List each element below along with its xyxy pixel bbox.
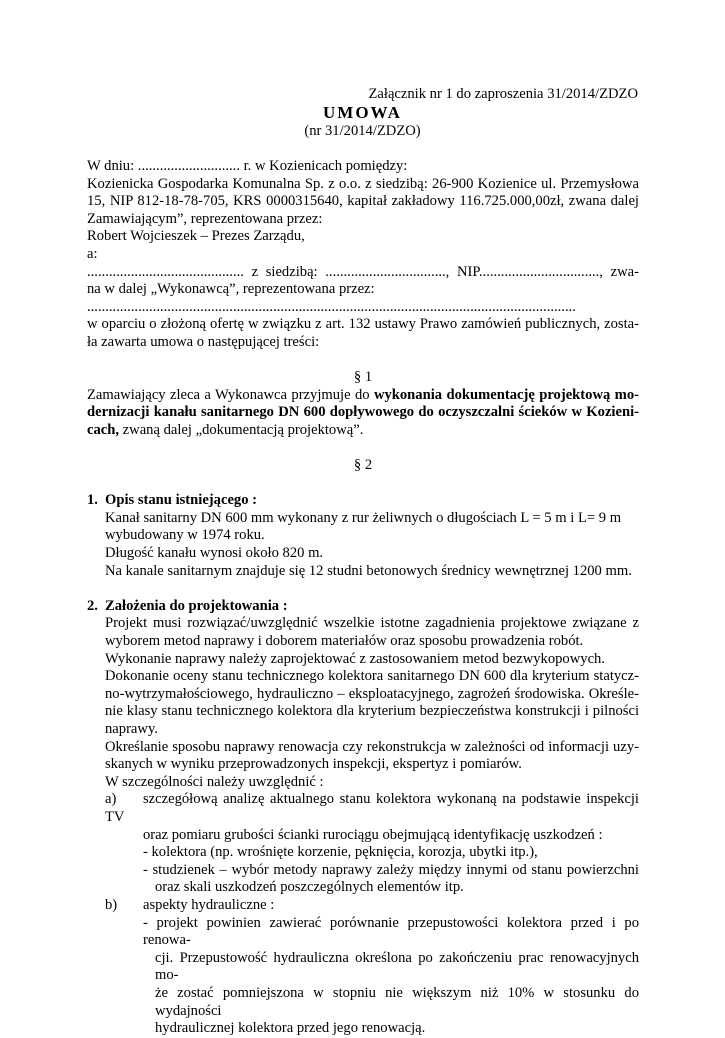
sub-item-a-label: a): [105, 791, 117, 808]
item-2-line: skanych w wyniku przeprowadzonych inspekcji, ekspertyz i pomiarów.: [105, 756, 522, 773]
item-1-number: 1.: [87, 492, 98, 509]
intro-line: Robert Wojcieszek – Prezes Zarządu,: [87, 228, 305, 245]
sub-item-b-line: - projekt powinien zawierać porównanie przepustowości kolektora przed i po renowa-: [143, 914, 639, 949]
sub-item-a-text: szczegółową analizę aktualnego stanu kolektora wykonaną na podstawie inspekcji TV: [105, 791, 639, 825]
item-2-title-text: Założenia do projektowania :: [105, 597, 288, 614]
section-1-bold-text: wykonania dokumentację projektową mo-: [373, 386, 639, 403]
intro-line: a:: [87, 245, 98, 262]
item-1-line: Długość kanału wynosi około 820 m.: [105, 545, 324, 562]
item-1-line: Na kanale sanitarnym znajduje się 12 studni betonowych średnicy wewnętrznej 1200 mm.: [105, 562, 632, 579]
item-2-number: 2.: [87, 597, 98, 614]
item-2-line: W szczególności należy uwzględnić :: [105, 773, 324, 790]
sub-item-a-line: oraz skali uszkodzeń poszczególnych elementów itp.: [155, 879, 464, 896]
item-1-title: [87, 492, 639, 510]
sub-item-b-line: hydraulicznej kolektora przed jego renowacją.: [155, 1020, 426, 1037]
sub-item-a-line: oraz pomiaru grubości ścianki rurociągu obejmującą identyfikację uszkodzeń :: [143, 826, 603, 843]
section-1-line: [87, 404, 639, 422]
item-1-line: wybudowany w 1974 roku.: [105, 527, 265, 544]
intro-line: ........................................... z siedzibą: ................................., NIP................................., zwa-: [87, 263, 639, 280]
item-2-line: Określanie sposobu naprawy renowacja czy rekonstrukcja w zależności od informacji uzy-: [105, 738, 639, 755]
sub-item-a-line: - studzienek – wybór metody naprawy zależy między innymi od stanu powierzchni: [143, 861, 639, 878]
item-2-line: Dokonanie oceny stanu technicznego kolektora sanitarnego DN 600 dla kryterium statycz-: [105, 668, 639, 685]
sub-item-b: [87, 897, 639, 915]
section-1-bold-text: dernizacji kanału sanitarnego DN 600 dopływowego do oczyszczalni ścieków w Kozieni-: [87, 404, 639, 421]
section-2-heading: § 2: [353, 457, 373, 474]
sub-item-b-label: b): [105, 896, 118, 913]
intro-line: Kozienicka Gospodarka Komunalna Sp. z o.o. z siedzibą: 26-900 Kozienice ul. Przemysłowa: [87, 175, 639, 192]
item-2-line: naprawy.: [105, 721, 158, 737]
item-2-line: nie klasy stanu technicznego kolektora dla kryterium bezpieczeństwa konstrukcji i pilności: [105, 703, 639, 720]
section-1-heading: § 1: [353, 369, 373, 386]
intro-line: w oparciu o złożoną ofertę w związku z art. 132 ustawy Prawo zamówień publicznych, zosta-: [87, 316, 639, 333]
intro-line: W dniu: ............................ r. w Kozienicach pomiędzy:: [87, 158, 408, 174]
sub-item-a: [87, 791, 639, 826]
item-1-title-text: Opis stanu istniejącego :: [105, 492, 258, 509]
intro-line: ......................................................................................................................................: [87, 298, 576, 315]
item-2-line: no-wytrzymałościowego, hydrauliczno – eksploatacyjnego, zagrożeń środowiska. Określe-: [105, 685, 639, 702]
sub-item-b-line: cji. Przepustowość hydrauliczna określona po zakończeniu prac renowacyjnych mo-: [155, 949, 639, 984]
item-2-line: wyborem metod naprawy i doborem materiałów oraz sposobu prowadzenia robót.: [105, 633, 584, 650]
section-1-line: [87, 422, 639, 440]
item-1-line: Kanał sanitarny DN 600 mm wykonany z rur żeliwnych o długościach L = 5 m i L= 9 m: [105, 509, 622, 526]
annex-note: Załącznik nr 1 do zaproszenia 31/2014/ZDZO: [368, 86, 638, 102]
item-2-title: [87, 598, 639, 616]
item-2-line: Projekt musi rozwiązać/uwzględnić wszelkie istotne zagadnienia projektowe związane z: [105, 615, 639, 632]
document-subtitle: (nr 31/2014/ZDZO): [304, 123, 421, 139]
section-1-text: Zamawiający zleca a Wykonawca przyjmuje do: [87, 386, 374, 403]
section-1-line: [87, 387, 639, 405]
section-1-bold-text: cach,: [87, 421, 120, 438]
document-body: [87, 158, 639, 1038]
intro-line: ła zawarta umowa o następującej treści:: [87, 333, 320, 350]
sub-item-a-line: - kolektora (np. wrośnięte korzenie, pęknięcia, korozja, ubytki itp.),: [143, 844, 538, 861]
section-1-text: zwaną dalej „dokumentacją projektową”.: [119, 421, 364, 438]
document-title: UMOWA: [323, 103, 402, 122]
intro-line: Zamawiającym”, reprezentowana przez:: [87, 210, 323, 227]
intro-line: 15, NIP 812-18-78-705, KRS 0000315640, kapitał zakładowy 116.725.000,00zł, zwana dalej: [87, 193, 639, 210]
sub-item-b-line: że zostać pomniejszona w stopniu nie większym niż 10% w stosunku do wydajności: [155, 984, 639, 1019]
sub-item-b-text: aspekty hydrauliczne :: [143, 896, 275, 913]
item-2-line: Wykonanie naprawy należy zaprojektować z zastosowaniem metod bezwykopowych.: [105, 650, 605, 667]
intro-line: na w dalej „Wykonawcą”, reprezentowana przez:: [87, 281, 375, 298]
